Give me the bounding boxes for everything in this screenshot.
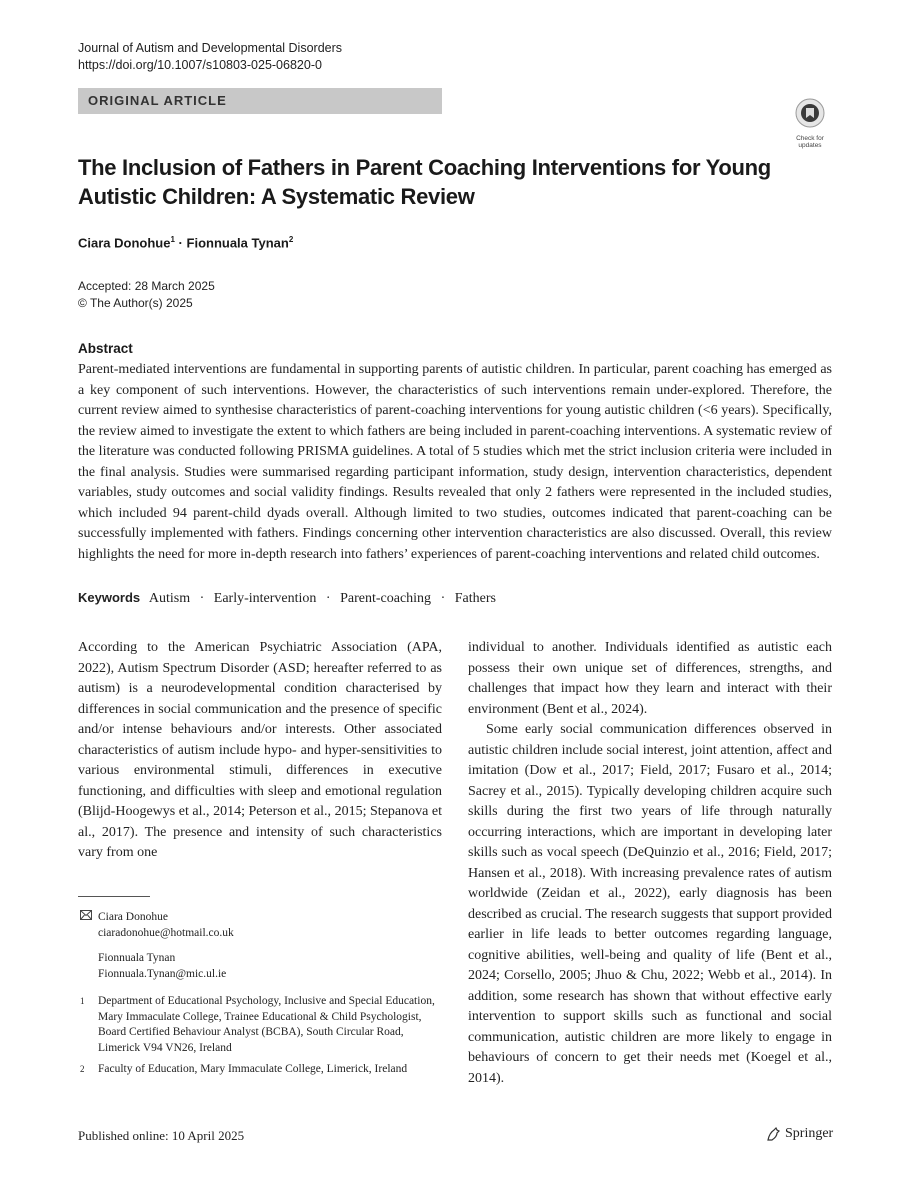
copyright-notice: © The Author(s) 2025 xyxy=(78,296,193,310)
author-affiliation-mark: 1 xyxy=(170,235,175,244)
body-paragraph: Some early social communication differences observed in autistic children include social interest, joint attention, affect and imitation (Dow et al., 2017; Field, 2017; Fusaro et al., 2014; Sacrey et al., 2015). Typically developing children acquire such skills during the first two years of life through naturally occurring interactions, which are important in developing later skills such as vocal speech (DeQuinzio et al., 2016; Field, 2017; Hansen et al., 2018). With increasing prevalence rates of autism worldwide (Zeidan et al., 2022), early diagnosis has been described as crucial. The research suggests that support provided earlier in life leads to better outcomes regarding language, cognitive abilities, well-being and quality of life (Bent et al., 2024; Corsello, 2005; Jhuo & Chu, 2022; Webb et al., 2014). In addition, some research has shown that without effective early intervention to support skills such as functional and social communication, autistic children are more likely to engage in behaviours of concern to get their needs met (Koegel et al., 2014). xyxy=(468,722,832,1086)
doi-link[interactable]: https://doi.org/10.1007/s10803-025-06820-0 xyxy=(78,58,322,72)
affiliation-footnote-2 xyxy=(78,1062,442,1078)
contact-email[interactable]: ciaradonohue@hotmail.co.uk xyxy=(98,926,234,939)
keyword: Autism xyxy=(148,591,191,606)
journal-name: Journal of Autism and Developmental Disorders xyxy=(78,41,343,55)
affiliation-text: Faculty of Education, Mary Immaculate College, Limerick, Ireland xyxy=(98,1063,408,1075)
author-affiliation-mark: 2 xyxy=(288,235,294,244)
journal-header xyxy=(78,40,342,74)
keyword: Parent-coaching xyxy=(340,591,432,606)
author-name[interactable]: Ciara Donohue xyxy=(78,235,171,251)
accepted-date: Accepted: 28 March 2025 xyxy=(78,279,215,293)
body-column-left xyxy=(78,638,442,864)
author-list xyxy=(78,235,293,250)
keywords-label: Keywords xyxy=(78,590,141,605)
title-line: The Inclusion of Fathers in Parent Coaching Interventions for Young xyxy=(78,155,771,180)
footnote-divider xyxy=(78,896,150,897)
check-updates-icon xyxy=(795,98,825,128)
keywords-line xyxy=(78,590,496,607)
body-paragraph: individual to another. Individuals identified as autistic each possess their own unique set of differences, strengths, and challenges that impact how they learn and interact with their environment (Bent et al., 2024). xyxy=(468,640,832,717)
affiliation-mark: 2 xyxy=(80,1064,85,1074)
abstract-heading: Abstract xyxy=(78,341,133,356)
title-line: Autistic Children: A Systematic Review xyxy=(78,184,475,209)
article-dates xyxy=(78,278,215,312)
affiliation-mark: 1 xyxy=(80,996,85,1006)
article-type-band xyxy=(78,88,442,114)
contact-name: Ciara Donohue xyxy=(98,911,168,923)
publisher-logo xyxy=(765,1126,833,1142)
article-type-label: ORIGINAL ARTICLE xyxy=(88,93,227,108)
body-paragraph: According to the American Psychiatric Association (APA, 2022), Autism Spectrum Disorder (ASD; hereafter referred to as autism) is a neurodevelopmental condition characterised by differences in social communication and the presence of specific and/or intense behaviours and/or interests. Other associated characteristics of autism include hypo- and hyper-sensitivities to various environmental stimuli, differences in executive functioning, and difficulties with sleep and emotional regulation (Blijd-Hoogewys et al., 2014; Peterson et al., 2015; Stepanova et al., 2017). The presence and intensity of such characteristics vary from one xyxy=(78,640,442,860)
springer-horse-icon xyxy=(765,1126,781,1142)
contact-name: Fionnuala Tynan xyxy=(98,952,176,964)
envelope-icon xyxy=(80,910,92,926)
check-updates-line1: Check for xyxy=(796,135,824,142)
affiliation-footnote-1 xyxy=(78,994,442,1056)
article-title xyxy=(78,153,798,211)
body-column-right xyxy=(468,638,832,1089)
keyword-separator: · xyxy=(440,591,446,606)
abstract-text: Parent-mediated interventions are fundamental in supporting parents of autistic children. In particular, parent coaching has emerged as a key component of such interventions. However, the characteristics of such interventions remain under-explored. Therefore, the current review aimed to synthesise characteristics of parent-coaching interventions for young autistic children (<6 years). Specifically, the review aimed to investigate the extent to which fathers are being included in parent-coaching interventions. A systematic review of the literature was conducted following PRISMA guidelines. A total of 5 studies which met the strict inclusion criteria were included in the final analysis. Studies were summarised regarding participant information, study design, intervention characteristics, dependent variables, study outcomes and social validity findings. Results revealed that only 2 fathers were represented in the included studies, which included 94 parent-child dyads overall. Although limited to two studies, outcomes indicated that parent-coaching can be successfully implemented with fathers. Findings concerning other intervention characteristics are also discussed. Overall, this review highlights the need for more in-depth research into fathers’ experiences of parent-coaching interventions and related child outcomes. xyxy=(78,362,832,562)
check-updates-line2: updates xyxy=(798,142,822,149)
keyword-separator: · xyxy=(325,591,331,606)
correspondence-footnote xyxy=(78,910,442,982)
keyword: Early-intervention xyxy=(213,591,317,606)
keyword: Fathers xyxy=(454,591,496,606)
contact-email[interactable]: Fionnuala.Tynan@mic.ul.ie xyxy=(98,967,227,980)
author-separator: · xyxy=(178,235,183,251)
author-name[interactable]: Fionnuala Tynan xyxy=(186,235,289,251)
check-for-updates-badge[interactable] xyxy=(788,98,832,154)
keyword-separator: · xyxy=(199,591,205,606)
published-online: Published online: 10 April 2025 xyxy=(78,1128,245,1143)
publisher-name: Springer xyxy=(785,1126,834,1141)
affiliation-text: Department of Educational Psychology, Inclusive and Special Education, Mary Immaculate College, Trainee Educational & Child Psychologist, Board Certified Behaviour Analyst (BCBA), South Circular Road, Limerick V94 VN26, Ireland xyxy=(98,995,435,1054)
